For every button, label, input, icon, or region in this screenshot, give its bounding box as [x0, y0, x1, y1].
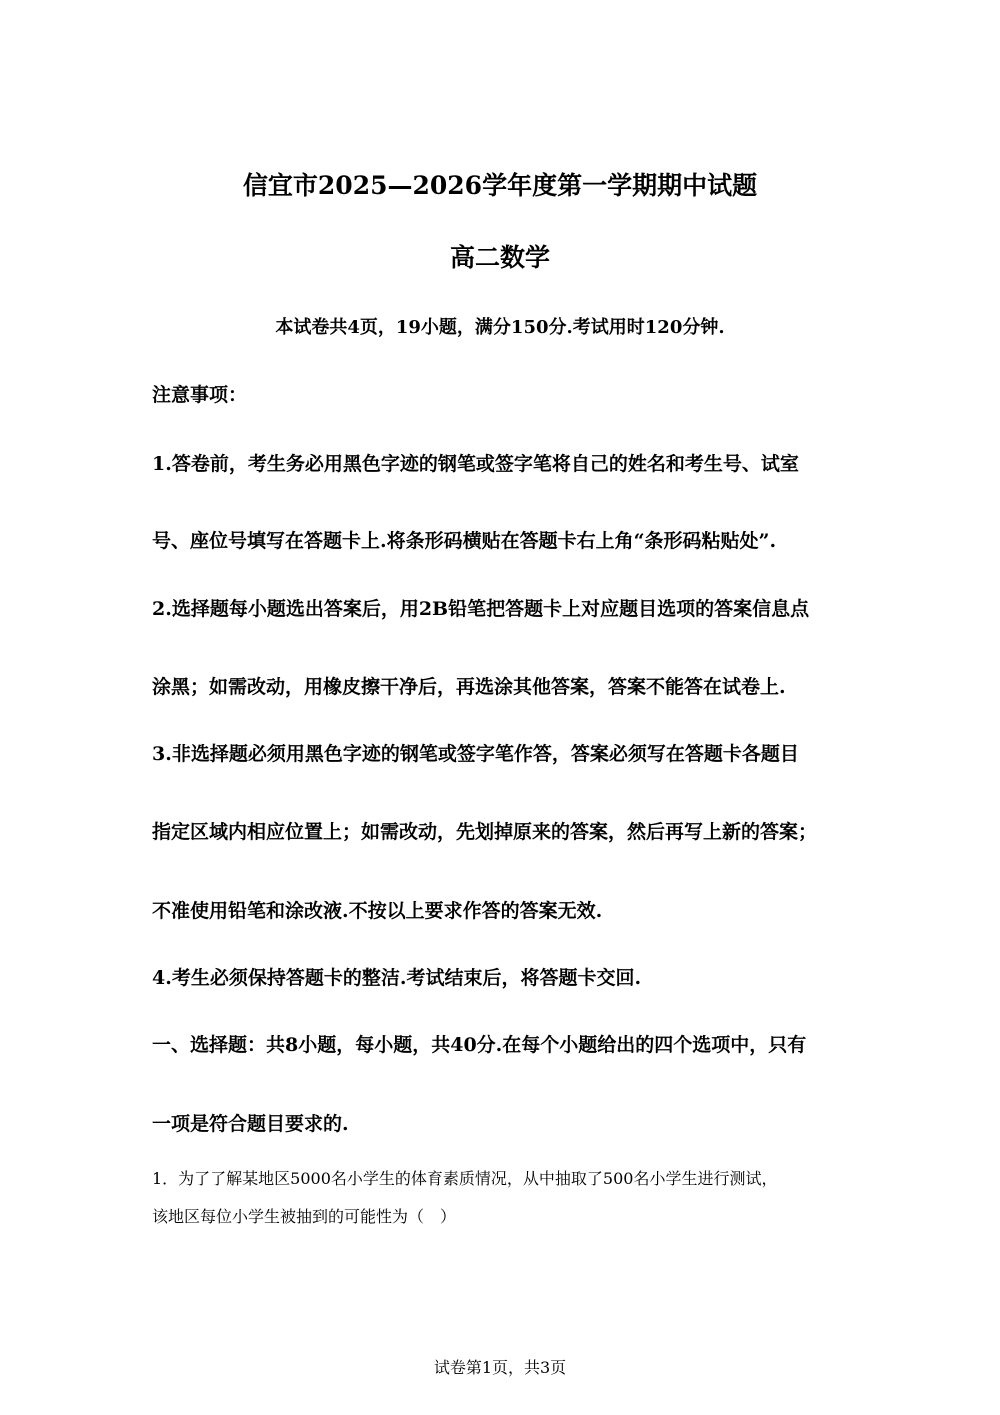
- section-heading: 一、选择题：共8小题，每小题，共40分.在每个小题给出的四个选项中，只有: [152, 1034, 807, 1056]
- question-1-line: 该地区每位小学生被抽到的可能性为（ ）: [152, 1207, 457, 1226]
- exam-subject: 高二数学: [449, 243, 550, 272]
- note-line: 涂黑；如需改动，用橡皮擦干净后，再选涂其他答案，答案不能答在试卷上.: [152, 676, 786, 698]
- exam-info: 本试卷共4页，19小题，满分150分.考试用时120分钟.: [275, 317, 725, 338]
- note-line: 号、座位号填写在答题卡上.将条形码横贴在答题卡右上角“条形码粘贴处”.: [152, 530, 777, 552]
- note-line: 不准使用铅笔和涂改液.不按以上要求作答的答案无效.: [152, 900, 603, 922]
- page-footer: 试卷第1页，共3页: [433, 1358, 567, 1377]
- note-line: 2.选择题每小题选出答案后，用2B铅笔把答题卡上对应题目选项的答案信息点: [152, 598, 810, 620]
- section-heading-cont: 一项是符合题目要求的.: [152, 1113, 349, 1135]
- note-line: 4.考生必须保持答题卡的整洁.考试结束后，将答题卡交回.: [152, 967, 642, 989]
- note-line: 1.答卷前，考生务必用黑色字迹的钢笔或签字笔将自己的姓名和考生号、试室: [152, 453, 799, 475]
- exam-title: 信宜市2025—2026学年度第一学期期中试题: [242, 171, 758, 200]
- notes-heading: 注意事项：: [152, 384, 248, 406]
- note-line: 3.非选择题必须用黑色字迹的钢笔或签字笔作答，答案必须写在答题卡各题目: [152, 743, 799, 765]
- question-1-line: 1．为了了解某地区5000名小学生的体育素质情况，从中抽取了500名小学生进行测试，: [152, 1169, 778, 1188]
- note-line: 指定区域内相应位置上；如需改动，先划掉原来的答案，然后再写上新的答案；: [152, 821, 818, 843]
